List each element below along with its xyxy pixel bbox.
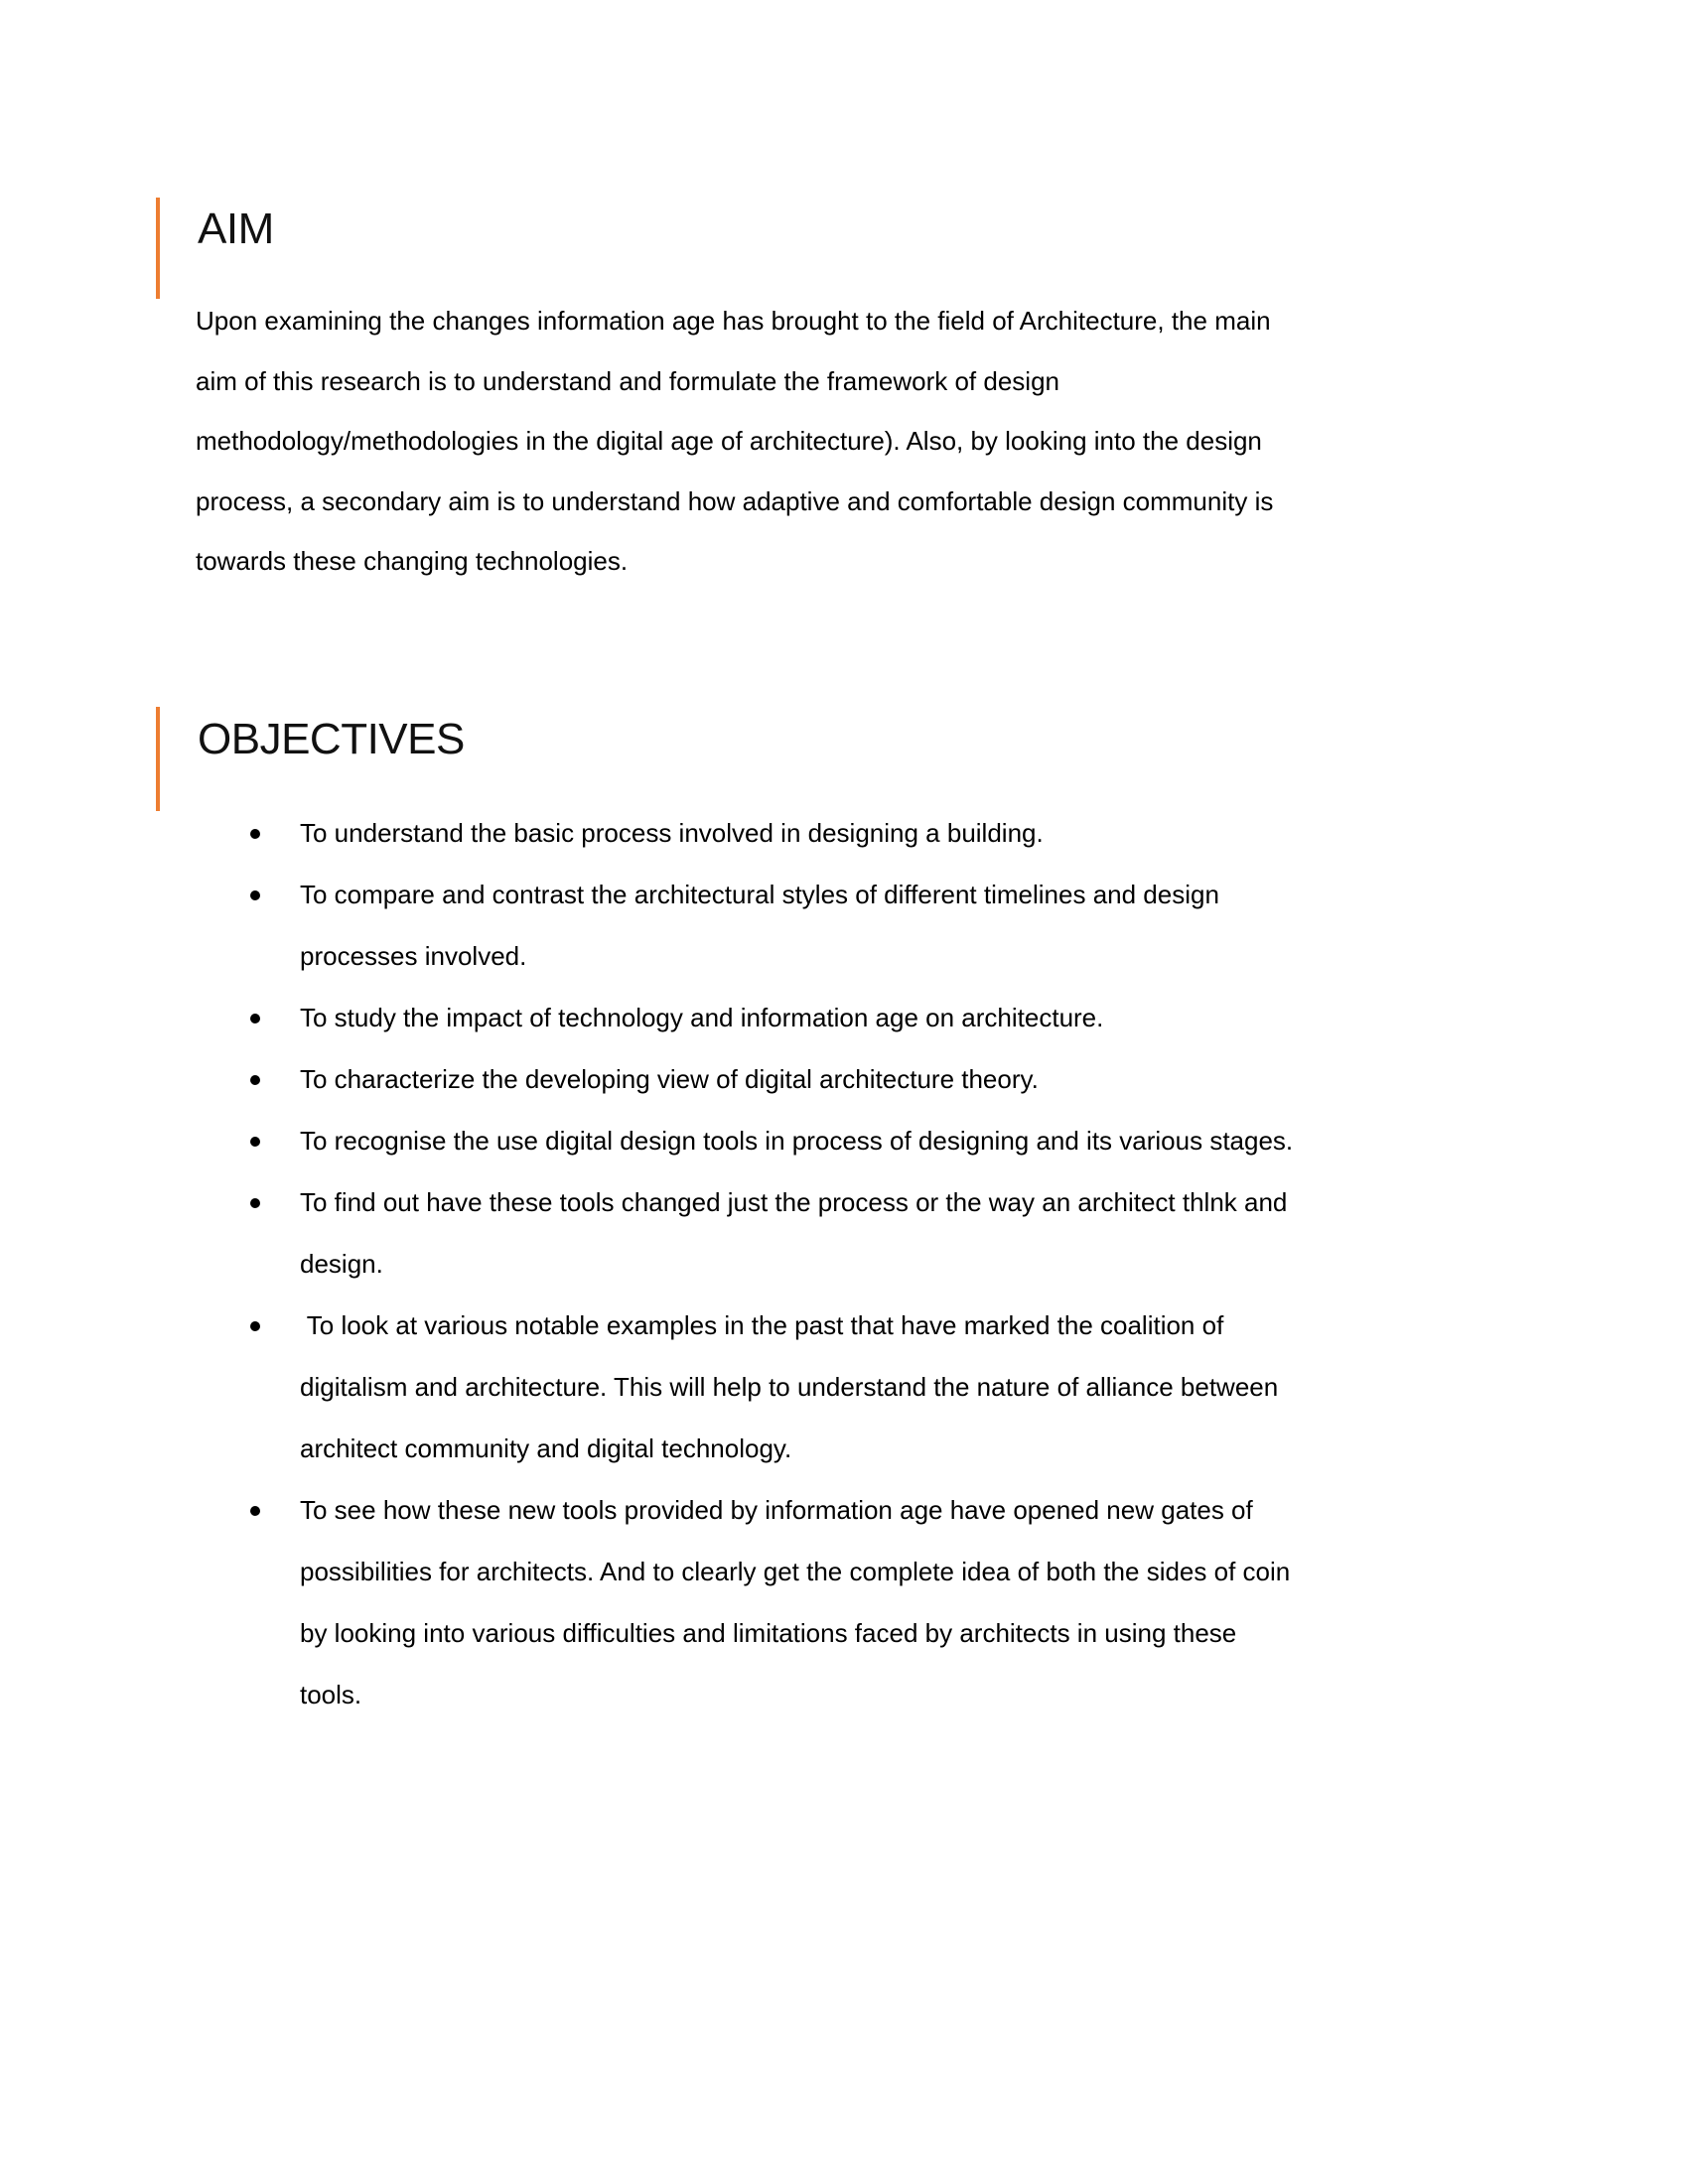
objective-line: architect community and digital technology. (300, 1433, 792, 1463)
objective-line: tools. (300, 1680, 362, 1709)
objectives-accent-bar (156, 707, 160, 811)
bullet-icon (250, 1137, 260, 1147)
bullet-icon (250, 1198, 260, 1208)
objective-line: by looking into various difficulties and limitations faced by architects in using these (300, 1618, 1237, 1648)
bullet-icon (250, 1075, 260, 1085)
objective-item (0, 1295, 1279, 1479)
objective-line: To see how these new tools provided by information age have opened new gates of (300, 1495, 1253, 1525)
objectives-heading: OBJECTIVES (198, 715, 465, 763)
objective-line: To look at various notable examples in the past that have marked the coalition of (300, 1310, 1224, 1340)
objective-line: To characterize the developing view of digital architecture theory. (300, 1064, 1039, 1094)
objective-line: To compare and contrast the architectural styles of different timelines and design (300, 880, 1219, 909)
objective-line: To recognise the use digital design tools in process of designing and its various stages. (300, 1126, 1294, 1156)
aim-paragraph-line: towards these changing technologies. (196, 546, 629, 576)
aim-paragraph-line: methodology/methodologies in the digital age of architecture). Also, by looking into the design (196, 426, 1262, 456)
aim-accent-bar (156, 198, 160, 299)
bullet-icon (250, 1014, 260, 1024)
objective-line: To understand the basic process involved in designing a building. (300, 818, 1044, 848)
objective-item (0, 864, 1219, 987)
objective-line: design. (300, 1249, 383, 1279)
bullet-icon (250, 1321, 260, 1331)
objective-item (0, 1048, 1039, 1110)
aim-paragraph (196, 291, 1273, 592)
objective-item (0, 1171, 1288, 1295)
objective-line: To find out have these tools changed just the process or the way an architect thlnk and (300, 1187, 1288, 1217)
bullet-icon (250, 890, 260, 900)
bullet-icon (250, 829, 260, 839)
objective-line: To study the impact of technology and information age on architecture. (300, 1003, 1104, 1032)
objectives-list (0, 802, 1294, 1725)
objective-line: possibilities for architects. And to clearly get the complete idea of both the sides of coin (300, 1557, 1291, 1586)
objective-item (0, 1110, 1294, 1171)
aim-heading: AIM (198, 205, 274, 253)
objective-item (0, 1479, 1291, 1725)
objective-item (0, 802, 1044, 864)
aim-paragraph-line: process, a secondary aim is to understand how adaptive and comfortable design community is (196, 485, 1274, 516)
aim-paragraph-line: Upon examining the changes information age has brought to the field of Architecture, the main (196, 306, 1271, 336)
aim-paragraph-line: aim of this research is to understand and formulate the framework of design (196, 365, 1059, 396)
objective-line: processes involved. (300, 941, 527, 971)
objective-line: digitalism and architecture. This will help to understand the nature of alliance between (300, 1372, 1279, 1402)
objective-item (0, 987, 1104, 1048)
bullet-icon (250, 1506, 260, 1516)
